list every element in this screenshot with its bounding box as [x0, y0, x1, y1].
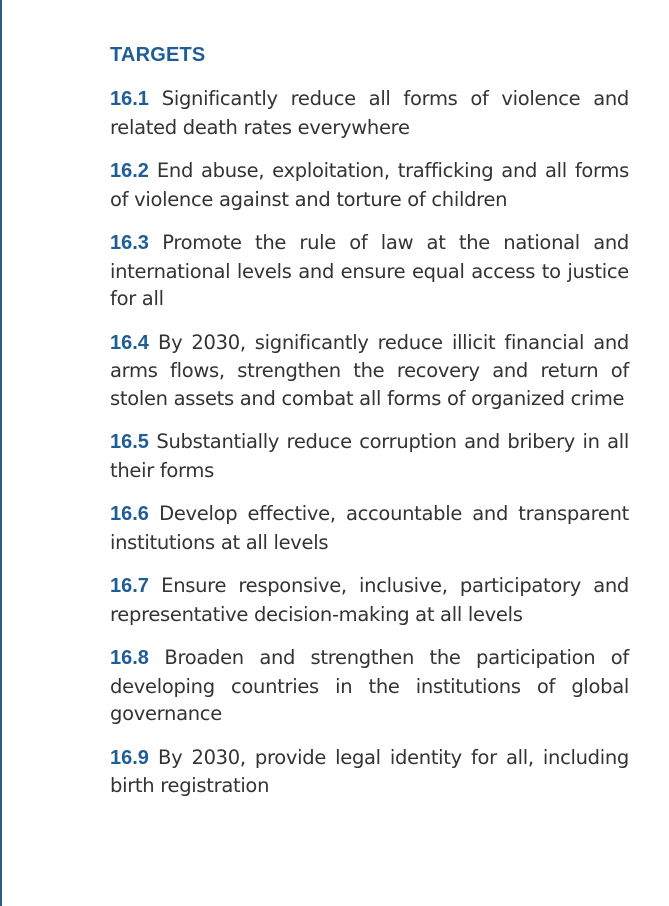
target-item [110, 644, 629, 728]
target-item [110, 572, 629, 628]
target-text: Broaden and strengthen the participation of developing countries in the institutions of global governance [110, 646, 629, 725]
target-text: End abuse, exploitation, trafficking and all forms of violence against and torture of children [110, 159, 629, 211]
target-text: Promote the rule of law at the national and international levels and ensure equal access to justice for all [110, 231, 629, 310]
target-item [110, 229, 629, 313]
target-number: 16.5 [110, 431, 149, 453]
target-number: 16.9 [110, 746, 149, 769]
target-item [110, 744, 629, 800]
targets-section [110, 42, 629, 816]
target-text: Significantly reduce all forms of violence and related death rates everywhere [110, 87, 629, 139]
target-number: 16.6 [110, 503, 149, 525]
target-text: Develop effective, accountable and transparent institutions at all levels [110, 502, 629, 554]
target-item [110, 329, 629, 413]
target-text: Ensure responsive, inclusive, participatory and representative decision-making at all levels [110, 574, 629, 626]
target-item [110, 428, 629, 484]
target-item [110, 500, 629, 556]
target-number: 16.1 [110, 88, 149, 110]
section-heading: TARGETS [110, 44, 206, 66]
target-number: 16.8 [110, 647, 149, 669]
target-number: 16.4 [110, 331, 149, 354]
target-number: 16.7 [110, 575, 149, 597]
target-number: 16.2 [110, 160, 149, 182]
target-text: By 2030, provide legal identity for all, including birth registration [110, 745, 629, 797]
left-border-rule [0, 0, 2, 906]
target-item [110, 157, 629, 213]
target-text: By 2030, significantly reduce illicit financial and arms flows, strengthen the recovery and return of stolen assets and combat all forms of organized crime [110, 330, 629, 410]
target-text: Substantially reduce corruption and bribery in all their forms [110, 430, 629, 482]
target-item [110, 85, 629, 141]
target-number: 16.3 [110, 232, 149, 254]
